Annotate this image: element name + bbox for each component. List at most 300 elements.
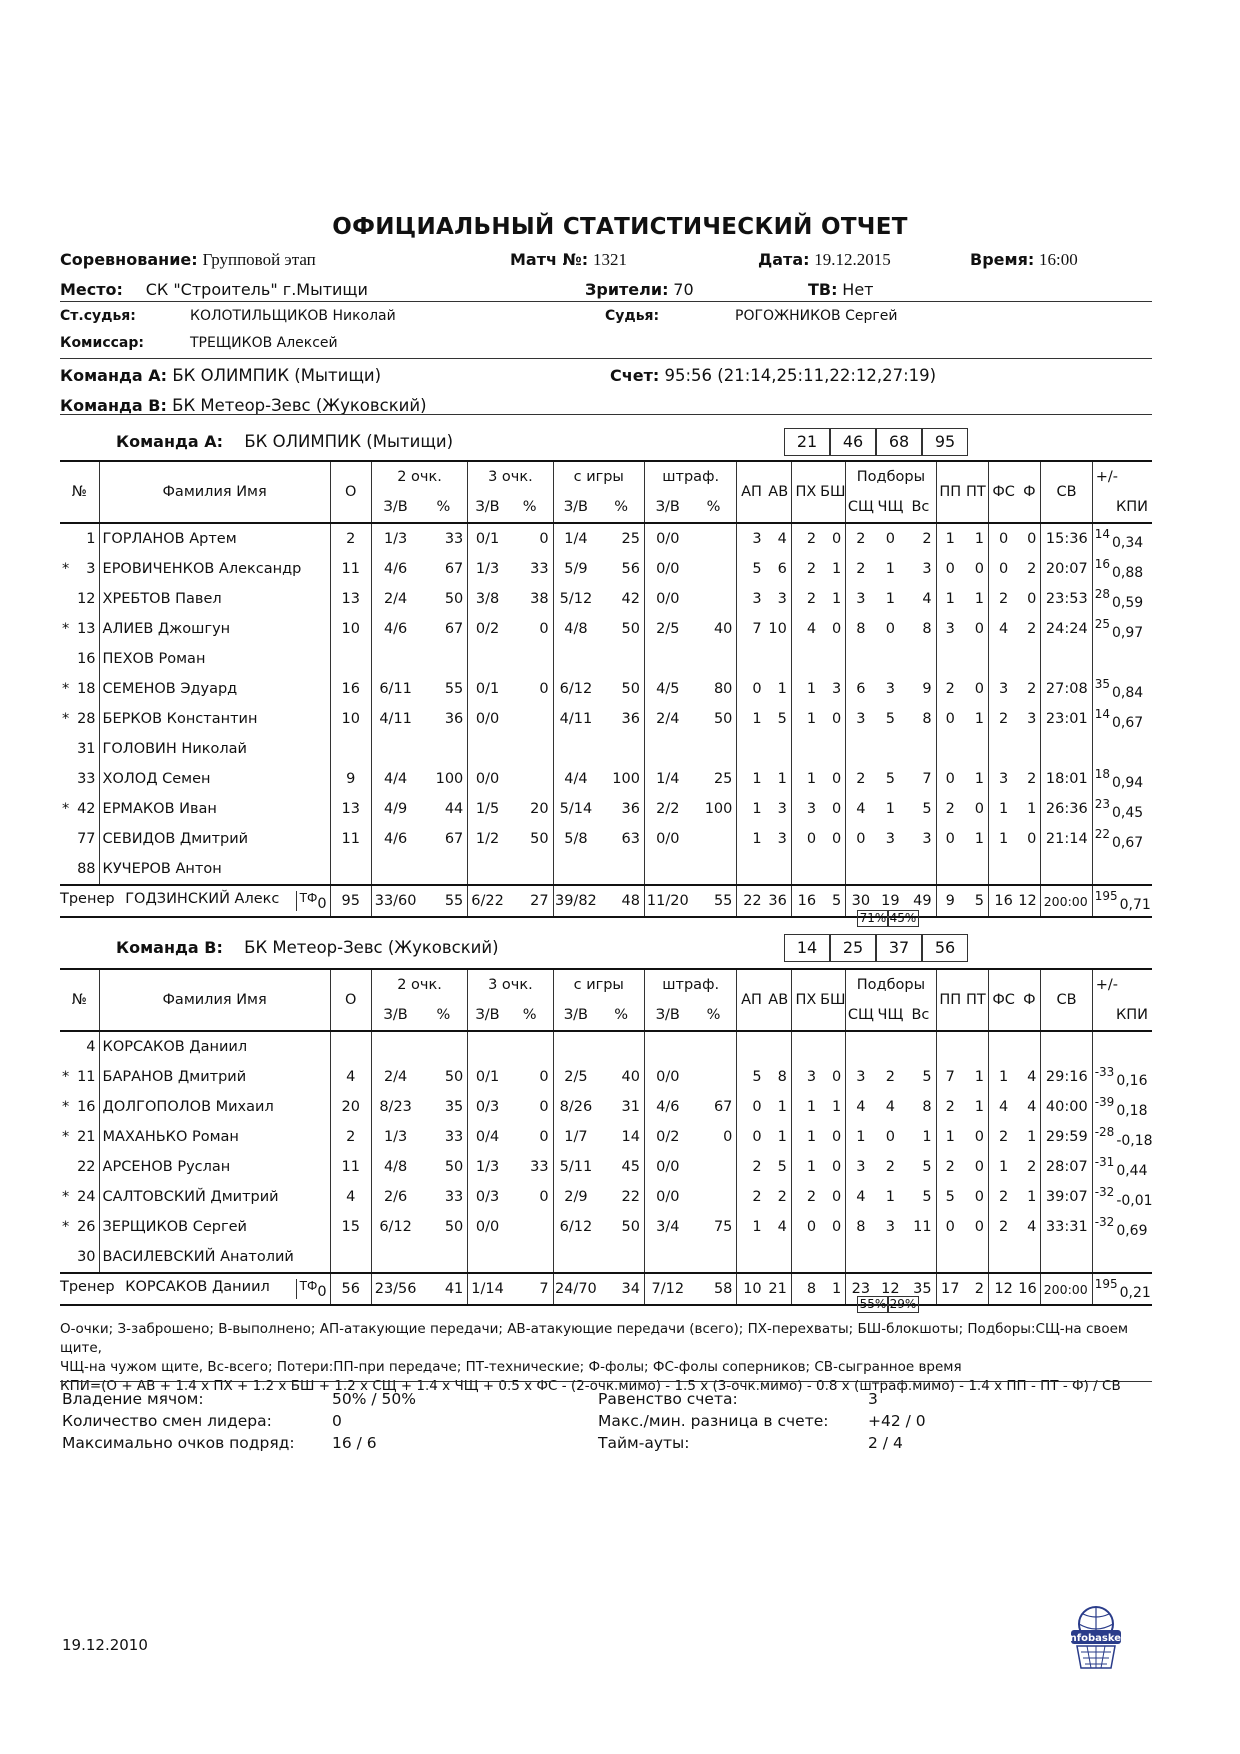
col-fs: ФС (988, 461, 1018, 523)
col-pct: % (507, 1000, 553, 1031)
player-number: 24 (77, 1189, 96, 1205)
chief-ref-label: Ст.судья: (60, 308, 136, 324)
off-rebounds (876, 644, 906, 674)
two-made-att: 4/4 (371, 764, 419, 794)
team-a-quarter-score: 95 (922, 428, 968, 456)
total-assists: 22 (737, 885, 766, 917)
assists-total: 5 (777, 711, 787, 727)
player-name: ДОЛГОПОЛОВ Михаил (99, 1092, 330, 1122)
fouls: 2 (1027, 681, 1037, 697)
total-rebounds: 8 (922, 621, 932, 637)
three-pct (507, 1242, 553, 1273)
minutes (1041, 1242, 1092, 1273)
player-number-cell (60, 764, 99, 794)
off-rebounds: 3 (885, 831, 896, 847)
three-made-att: 0/1 (468, 1062, 507, 1092)
three-pct (507, 1031, 553, 1062)
pass-turnovers: 2 (936, 1152, 964, 1182)
legend-line: КПИ=(О + АВ + 1.4 x ПХ + 1.2 x БШ + 1.2 x СЩ + 1.4 x ЧЩ + 0.5 x ФС - (2-очк.мимо) - 1.5 x (3-очк.мимо) - 0.8 x (штраф.мимо) - 1.4 x ПП - ПТ - Ф) / СВ (60, 1378, 1121, 1394)
off-rebounds: 0 (885, 531, 896, 547)
fg-pct: 22 (621, 1189, 640, 1205)
col-pts: О (330, 969, 371, 1031)
player-number-cell (60, 523, 99, 554)
total-three-pct: 7 (507, 1273, 553, 1305)
player-number: 3 (86, 561, 96, 577)
plus-minus: 23 (1094, 797, 1110, 812)
kpi-value: 0,69 (1116, 1222, 1148, 1239)
col-reb: Подборы (846, 969, 936, 1000)
fouls: 1 (1027, 801, 1037, 817)
pass-turnovers: 0 (936, 554, 964, 584)
plus-minus-cell (1092, 764, 1152, 794)
three-pct (507, 704, 553, 734)
fouls-drawn: 2 (988, 1212, 1018, 1242)
divider (60, 358, 1152, 359)
points: 9 (330, 764, 371, 794)
fg-made-att: 1/4 (553, 523, 598, 554)
player-row (60, 854, 1152, 885)
pass-turnovers (936, 854, 964, 885)
ft-pct: 40 (713, 621, 733, 637)
player-number: 88 (77, 861, 96, 877)
fouls: 2 (1027, 771, 1037, 787)
off-rebounds: 1 (885, 591, 896, 607)
tech-turnovers: 0 (974, 1219, 984, 1235)
col-pct: % (691, 492, 737, 523)
legend (60, 1320, 1160, 1396)
team-a-chsh-pct: 45% (887, 910, 919, 927)
fouls (1018, 734, 1041, 764)
team-b-sch-pct: 55% (857, 1296, 889, 1313)
blocks: 0 (832, 531, 842, 547)
plus-minus: 18 (1094, 767, 1110, 782)
player-number: 13 (77, 621, 96, 637)
three-made-att: 0/0 (468, 764, 507, 794)
def-rebounds (846, 644, 876, 674)
off-rebounds: 1 (885, 801, 896, 817)
assists-total: 6 (777, 561, 787, 577)
ft-made-att: 1/4 (644, 764, 690, 794)
ft-pct (691, 854, 737, 885)
player-name: АЛИЕВ Джошгун (99, 614, 330, 644)
legend-line: О-очки; З-заброшено; В-выполнено; АП-атакующие передачи; АВ-атакующие передачи (всего); ПХ-перехваты; БШ-блокшоты; Подборы:СЩ-на своем щите, (60, 1321, 1129, 1356)
assists-total: 1 (777, 681, 787, 697)
fouls: 4 (1027, 1099, 1037, 1115)
col-zv: З/В (468, 492, 507, 523)
col-pct: % (691, 1000, 737, 1031)
fg-made-att: 5/8 (553, 824, 598, 854)
assists: 1 (737, 794, 766, 824)
two-made-att: 2/4 (371, 1062, 419, 1092)
two-made-att: 1/3 (371, 1122, 419, 1152)
minutes: 27:08 (1041, 674, 1092, 704)
ft-made-att: 0/0 (644, 523, 690, 554)
blocks (820, 644, 846, 674)
total-rebounds (905, 1242, 936, 1273)
points: 15 (330, 1212, 371, 1242)
three-made-att: 0/3 (468, 1092, 507, 1122)
assists: 5 (737, 1062, 766, 1092)
off-rebounds: 2 (885, 1069, 896, 1085)
def-rebounds: 3 (846, 1152, 876, 1182)
steals: 0 (791, 824, 820, 854)
fg-made-att (553, 1031, 598, 1062)
starter-mark: * (62, 681, 70, 697)
max-run-value: 16 / 6 (332, 1434, 377, 1452)
steals: 3 (791, 794, 820, 824)
col-kpi: КПИ (1092, 492, 1152, 523)
steals: 1 (791, 1092, 820, 1122)
total-rebounds: 5 (922, 801, 932, 817)
blocks (820, 854, 846, 885)
fouls-drawn: 3 (988, 674, 1018, 704)
starter-mark: * (62, 1219, 70, 1235)
coach-cell (60, 1273, 330, 1305)
ft-pct: 80 (713, 681, 733, 697)
fouls-drawn: 1 (988, 1152, 1018, 1182)
player-row (60, 1212, 1152, 1242)
player-number-cell (60, 584, 99, 614)
col-ft: штраф. (644, 461, 736, 492)
col-bsh: БШ (820, 969, 846, 1031)
fouls: 2 (1027, 621, 1037, 637)
tv-row (808, 280, 874, 299)
plus-minus-cell (1092, 674, 1152, 704)
total-fg-pct: 48 (598, 885, 644, 917)
time-value: 16:00 (1039, 250, 1078, 269)
total-rebounds: 1 (922, 1129, 932, 1145)
two-made-att: 4/8 (371, 1152, 419, 1182)
points: 11 (330, 1152, 371, 1182)
two-made-att: 4/11 (371, 704, 419, 734)
ft-pct (691, 1242, 737, 1273)
ft-pct (691, 644, 737, 674)
total-two-pct: 41 (420, 1273, 468, 1305)
assists: 0 (737, 1122, 766, 1152)
ft-made-att (644, 854, 690, 885)
two-made-att: 4/9 (371, 794, 419, 824)
tech-turnovers: 0 (974, 621, 984, 637)
pass-turnovers (936, 1031, 964, 1062)
two-pct (420, 734, 468, 764)
total-rebounds (905, 854, 936, 885)
ft-pct (691, 1062, 737, 1092)
minutes (1041, 644, 1092, 674)
col-name: Фамилия Имя (99, 461, 330, 523)
blocks (820, 1242, 846, 1273)
plus-minus: -28 (1094, 1125, 1115, 1140)
fg-made-att: 4/4 (553, 764, 598, 794)
off-rebounds: 5 (885, 771, 896, 787)
col-no: № (60, 461, 99, 523)
col-ph: ПХ (791, 461, 820, 523)
fouls-drawn: 2 (988, 1122, 1018, 1152)
match-row (510, 250, 627, 270)
tech-turnovers (964, 734, 989, 764)
pass-turnovers: 0 (936, 704, 964, 734)
player-row (60, 554, 1152, 584)
plus-minus: 35 (1094, 677, 1110, 692)
total-three-pct: 27 (507, 885, 553, 917)
assists-total (766, 854, 792, 885)
player-number-cell (60, 824, 99, 854)
total-off-rebounds: 12 (876, 1273, 906, 1305)
three-made-att: 0/3 (468, 1182, 507, 1212)
fg-made-att: 8/26 (553, 1092, 598, 1122)
starter-mark: * (62, 561, 70, 577)
def-rebounds: 3 (846, 584, 876, 614)
def-rebounds: 3 (846, 704, 876, 734)
two-pct: 33 (444, 531, 464, 547)
team-b-quarter-score: 14 (784, 934, 830, 962)
col-reb: Подборы (846, 461, 936, 492)
logo-text: infobasket (1066, 1633, 1126, 1644)
tf-label: ТФ (299, 1278, 318, 1293)
def-rebounds (846, 734, 876, 764)
two-made-att (371, 854, 419, 885)
two-pct: 50 (444, 591, 464, 607)
off-rebounds: 1 (885, 561, 896, 577)
tech-turnovers: 1 (974, 831, 984, 847)
def-rebounds (846, 854, 876, 885)
tv-label: ТВ: (808, 280, 838, 299)
player-row (60, 794, 1152, 824)
minutes (1041, 854, 1092, 885)
player-name: БЕРКОВ Константин (99, 704, 330, 734)
player-row (60, 734, 1152, 764)
points: 4 (330, 1182, 371, 1212)
blocks: 0 (832, 801, 842, 817)
kpi-value: -0,18 (1116, 1132, 1153, 1149)
off-rebounds (876, 734, 906, 764)
col-zv: З/В (371, 1000, 419, 1031)
ft-pct: 75 (713, 1219, 733, 1235)
total-fg-pct: 34 (598, 1273, 644, 1305)
tech-turnovers: 1 (974, 591, 984, 607)
coach-name: КОРСАКОВ Даниил (125, 1278, 270, 1295)
minutes: 21:14 (1041, 824, 1092, 854)
two-pct: 67 (444, 831, 464, 847)
col-name: Фамилия Имя (99, 969, 330, 1031)
blocks: 0 (832, 831, 842, 847)
tech-turnovers: 0 (974, 1189, 984, 1205)
plus-minus-cell (1092, 1031, 1152, 1062)
player-row (60, 644, 1152, 674)
total-rebounds: 7 (922, 771, 932, 787)
assists-total: 1 (777, 1129, 787, 1145)
col-pm: +/- (1092, 461, 1152, 492)
tech-turnovers: 1 (974, 1069, 984, 1085)
assists (737, 644, 766, 674)
col-vs: Вс (905, 492, 936, 523)
fouls: 4 (1027, 1219, 1037, 1235)
three-made-att: 0/4 (468, 1122, 507, 1152)
tv-value: Нет (842, 280, 874, 299)
player-row (60, 523, 1152, 554)
fg-made-att: 1/7 (553, 1122, 598, 1152)
two-made-att: 1/3 (371, 523, 419, 554)
total-off-rebounds: 19 (876, 885, 906, 917)
three-made-att: 0/0 (468, 704, 507, 734)
blocks: 1 (832, 561, 842, 577)
blocks: 0 (832, 1069, 842, 1085)
player-row (60, 704, 1152, 734)
two-pct: 67 (444, 621, 464, 637)
tech-turnovers: 0 (974, 801, 984, 817)
fg-pct: 14 (621, 1129, 640, 1145)
ft-made-att: 0/0 (644, 824, 690, 854)
off-rebounds (876, 1242, 906, 1273)
col-pt: ПТ (964, 461, 989, 523)
two-pct: 50 (444, 1219, 464, 1235)
tech-turnovers (964, 854, 989, 885)
ft-pct: 0 (723, 1129, 733, 1145)
two-pct: 55 (444, 681, 464, 697)
tech-turnovers: 1 (974, 1099, 984, 1115)
divider (60, 414, 1152, 415)
col-chsh: ЧЩ (876, 1000, 906, 1031)
assists-total: 1 (777, 771, 787, 787)
plus-minus-cell (1092, 824, 1152, 854)
team-b-stats-table (60, 968, 1152, 1306)
col-sch: СЩ (846, 492, 876, 523)
three-made-att: 0/2 (468, 614, 507, 644)
fg-pct (598, 1242, 644, 1273)
three-pct: 0 (539, 1189, 549, 1205)
starter-mark: * (62, 711, 70, 727)
total-steals: 16 (791, 885, 820, 917)
col-av: АВ (766, 969, 792, 1031)
steals: 4 (791, 614, 820, 644)
minutes: 29:59 (1041, 1122, 1092, 1152)
three-pct: 33 (530, 1159, 549, 1175)
two-pct: 67 (444, 561, 464, 577)
col-ph: ПХ (791, 969, 820, 1031)
col-fg: с игры (553, 461, 644, 492)
fg-made-att: 2/5 (553, 1062, 598, 1092)
total-fg-made-att: 24/70 (553, 1273, 598, 1305)
plus-minus-cell (1092, 584, 1152, 614)
player-name: КОРСАКОВ Даниил (99, 1031, 330, 1062)
kpi-value: 0,34 (1112, 534, 1144, 551)
footer-date: 19.12.2010 (62, 1636, 148, 1654)
col-fg: с игры (553, 969, 644, 1000)
pass-turnovers: 0 (936, 1212, 964, 1242)
team-a-title (116, 432, 453, 451)
fg-pct: 45 (621, 1159, 640, 1175)
assists: 3 (737, 523, 766, 554)
fg-made-att: 5/12 (553, 584, 598, 614)
col-ap: АП (737, 461, 766, 523)
ft-made-att: 4/5 (644, 674, 690, 704)
player-name: ЕРОВИЧЕНКОВ Александр (99, 554, 330, 584)
two-made-att: 6/11 (371, 674, 419, 704)
team-b-quarter-score: 25 (830, 934, 876, 962)
team-b-value: БК Метеор-Зевс (Жуковский) (172, 396, 427, 415)
def-rebounds: 8 (846, 614, 876, 644)
commissioner-label: Комиссар: (60, 335, 144, 351)
pass-turnovers: 1 (936, 1122, 964, 1152)
fouls (1018, 854, 1041, 885)
coach-label: Тренер (60, 1278, 115, 1295)
fg-made-att: 6/12 (553, 1212, 598, 1242)
two-pct (420, 854, 468, 885)
assists-total (766, 734, 792, 764)
col-three: 3 очк. (468, 461, 553, 492)
plus-minus-cell (1092, 554, 1152, 584)
steals: 2 (791, 584, 820, 614)
assists: 1 (737, 704, 766, 734)
total-rebounds: 11 (913, 1219, 932, 1235)
total-minutes: 200:00 (1041, 1273, 1092, 1305)
player-name: ХРЕБТОВ Павел (99, 584, 330, 614)
col-bsh: БШ (820, 461, 846, 523)
two-made-att (371, 1031, 419, 1062)
tech-turnovers: 0 (974, 681, 984, 697)
two-made-att: 4/6 (371, 554, 419, 584)
pass-turnovers: 1 (936, 523, 964, 554)
minutes: 28:07 (1041, 1152, 1092, 1182)
assists: 5 (737, 554, 766, 584)
fouls-drawn (988, 854, 1018, 885)
fouls-drawn: 2 (988, 704, 1018, 734)
player-number-cell (60, 1092, 99, 1122)
pass-turnovers (936, 1242, 964, 1273)
team-a-row (60, 366, 381, 385)
assists-total (766, 1242, 792, 1273)
plus-minus: 195 (1094, 1277, 1118, 1292)
two-pct: 36 (444, 711, 464, 727)
ref-label: Судья: (605, 308, 660, 324)
points: 2 (330, 1122, 371, 1152)
def-rebounds (846, 1031, 876, 1062)
ft-pct (691, 1031, 737, 1062)
player-row (60, 1092, 1152, 1122)
coach-cell (60, 885, 330, 917)
player-number-cell (60, 794, 99, 824)
plus-minus-cell (1092, 523, 1152, 554)
steals: 1 (791, 704, 820, 734)
assists: 1 (737, 764, 766, 794)
place-value: СК "Строитель" г.Мытищи (145, 280, 368, 299)
minutes: 20:07 (1041, 554, 1092, 584)
team-a-title-name: БК ОЛИМПИК (Мытищи) (244, 432, 454, 451)
total-rebounds: 5 (922, 1069, 932, 1085)
def-rebounds (846, 1242, 876, 1273)
plus-minus-cell (1092, 1182, 1152, 1212)
three-pct: 38 (530, 591, 549, 607)
plus-minus: -32 (1094, 1215, 1115, 1230)
total-blocks: 1 (820, 1273, 846, 1305)
ft-pct: 25 (713, 771, 733, 787)
fouls (1018, 644, 1041, 674)
player-row (60, 1182, 1152, 1212)
player-number: 4 (86, 1039, 96, 1055)
pass-turnovers: 2 (936, 1092, 964, 1122)
steals (791, 854, 820, 885)
player-row (60, 1062, 1152, 1092)
def-rebounds: 4 (846, 1182, 876, 1212)
total-rebounds (905, 644, 936, 674)
player-name: ВАСИЛЕВСКИЙ Анатолий (99, 1242, 330, 1273)
player-number: 28 (77, 711, 96, 727)
points: 10 (330, 704, 371, 734)
ft-pct (691, 1182, 737, 1212)
col-av: АВ (766, 461, 792, 523)
blocks: 0 (832, 711, 842, 727)
def-rebounds: 2 (846, 764, 876, 794)
team-a-quarter-score: 21 (784, 428, 830, 456)
